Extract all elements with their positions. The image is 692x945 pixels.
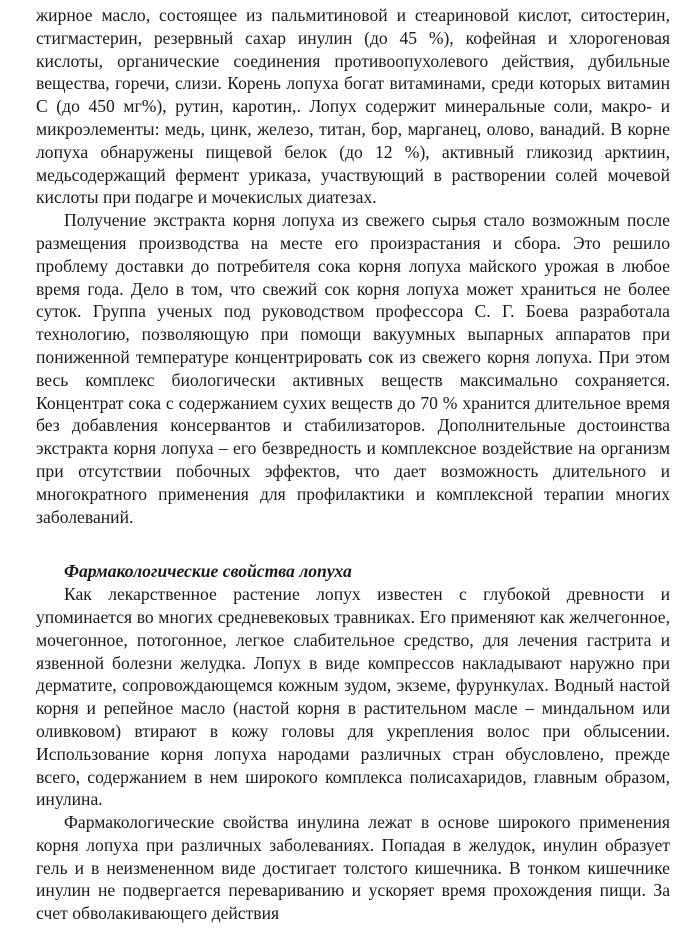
section-heading: Фармакологические свойства лопуха xyxy=(64,561,352,582)
paragraph-inulin-properties: Фармакологические свойства инулина лежат в основе широкого применения корня лопуха при различных заболеваниях. Попадая в желудок, инулин образует гель и в неизмененном виде достигает толстого кишечника. В тонком кишечнике инулин не подвергается перевариванию и ускоряет время прохождения пищи. За счет обволакивающего действия xyxy=(36,812,670,924)
paragraph-extract-production: Получение экстракта корня лопуха из свежего сырья стало возможным после размещения производства на месте его произрастания и сбора. Это решило проблему доставки до потребителя сока корня лопуха майского урожая в любое время года. Дело в том, что свежий сок корня лопуха может храниться не более суток. Группа ученых под руководством профессора С. Г. Боева разработала технологию, позволяющую при помощи вакуумных выпарных аппаратов при пониженной температуре концентрировать сок из свежего корня лопуха. При этом весь комплекс биологически активных веществ максимально сохраняется. Концентрат сока с содержанием сухих веществ до 70 % хранится длительное время без добавления консервантов и стабилизаторов. Дополнительные достоинства экстракта корня лопуха – его безвредность и комплексное воздействие на организм при отсутствии побочных эффектов, что дает возможность длительного и многократного применения для профилактики и комплексной терапии многих заболеваний. xyxy=(36,210,670,527)
paragraph-composition: жирное масло, состоящее из пальмитиновой и стеариновой кислот, ситостерин, стигмастерин, резервный сахар инулин (до 45 %), кофейная и хлорогеновая кислоты, органические соединения противоопухолевого действия, дубильные вещества, горечи, слизи. Корень лопуха богат витаминами, среди которых витамин С (до 450 мг%), рутин, каротин,. Лопух содержит минеральные соли, макро- и микроэлементы: медь, цинк, железо, титан, бор, марганец, олово, ванадий. В корне лопуха обнаружены пищевой белок (до 12 %), активный гликозид арктиин, медьсодержащий фермент уриказа, участвующий в растворении солей мочевой кислоты при подагре и мочекислых диатезах. xyxy=(36,5,670,208)
paragraph-medicinal-use: Как лекарственное растение лопух известен с глубокой древности и упоминается во многих средневековых травниках. Его применяют как желчегонное, мочегонное, потогонное, легкое слабительное средство, для лечения гастрита и язвенной болезни желудка. Лопух в виде компрессов накладывают наружно при дерматите, сопровождающемся кожным зудом, экземе, фурункулах. Водный настой корня и репейное масло (настой корня в растительном масле – миндальном или оливковом) втирают в кожу головы для укрепления волос при облысении. Использование корня лопуха народами различных стран обусловлено, прежде всего, содержанием в нем широкого комплекса полисахаридов, главным образом, инулина. xyxy=(36,584,670,810)
